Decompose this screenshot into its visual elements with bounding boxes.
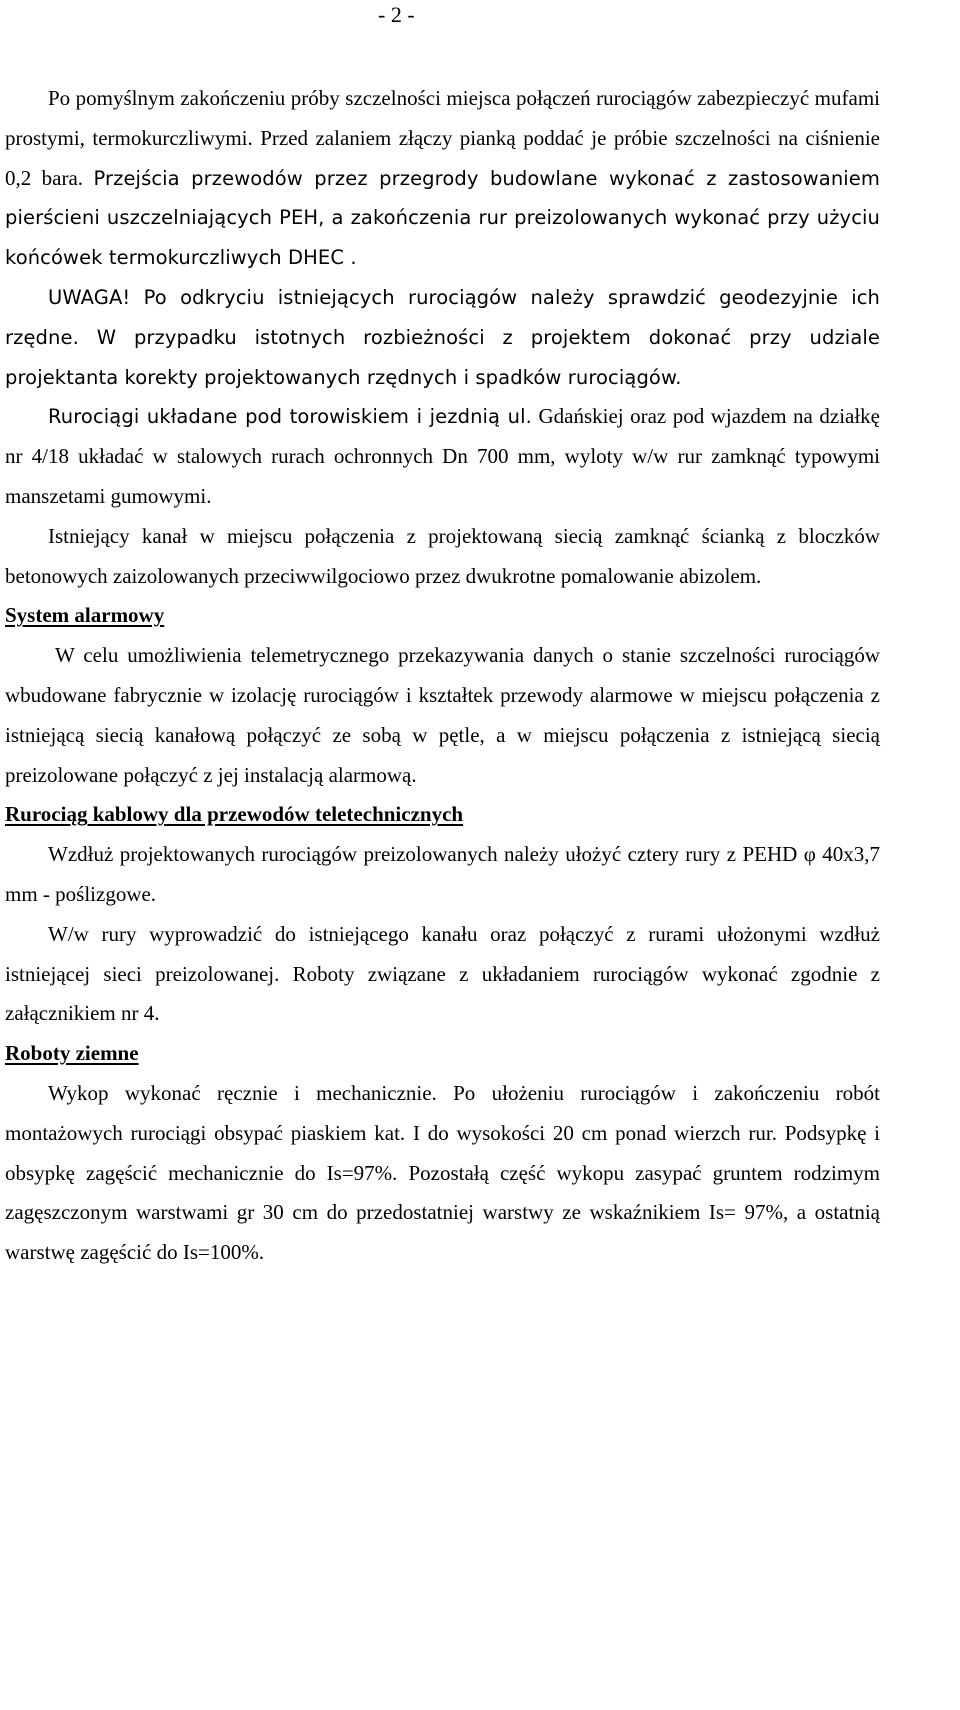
heading-alarm-system: System alarmowy [5, 603, 165, 628]
paragraph-joints-text: Po pomyślnym zakończeniu próby szczelności miejsca połączeń rurociągów zabezpieczyć mufami prostymi, termokurczliwymi. Przed zalaniem złączy pianką poddać je próbie szczelności na ciśnienie 0,2 bara. [5, 86, 880, 190]
paragraph-passages-text: Przejścia przewodów przez przegrody budowlane wykonać z zastosowaniem pierścieni uszczelniających PEH, a zakończenia rur preizolowanych wykonać przy użyciu końcówek termokurczliwych DHEC . [5, 166, 881, 270]
document-body [5, 79, 880, 1273]
paragraph-cable-pipes: Wzdłuż projektowanych rurociągów preizolowanych należy ułożyć cztery rury z PEHD φ 40x3,7 mm - poślizgowe. [5, 842, 880, 906]
paragraph-earthworks: Wykop wykonać ręcznie i mechanicznie. Po ułożeniu rurociągów i zakończeniu robót montażowych rurociągi obsypać piaskiem kat. I do wysokości 20 cm ponad wierzch rur. Podsypkę i obsypkę zagęścić mechanicznie do Is=97%. Pozostałą część wykopu zasypać gruntem rodzimym zagęszczonym warstwami gr 30 cm do przedostatniej warstwy ze wskaźnikiem Is= 97%, a ostatnią warstwę zagęścić do Is=100%. [5, 1080, 880, 1265]
page-number: - 2 - [378, 2, 415, 27]
paragraph-existing-channel: Istniejący kanał w miejscu połączenia z projektowaną siecią zamknąć ścianką z bloczków betonowych zaizolowanych przeciwwilgociowo przez dwukrotne pomalowanie abizolem. [5, 523, 880, 588]
heading-earthworks: Roboty ziemne [5, 1041, 139, 1066]
paragraph-crossings-text: Gdańskiej oraz pod wjazdem na działkę nr 4/18 układać w stalowych rurach ochronnych Dn 700 mm, wyloty w/w rur zamknąć typowymi manszetami gumowymi. [5, 404, 880, 508]
paragraph-crossings-lead: Rurociągi układane pod torowiskiem i jezdnią ul. [48, 405, 532, 429]
paragraph-alarm-system: W celu umożliwienia telemetrycznego przekazywania danych o stanie szczelności rurociągów wbudowane fabrycznie w izolację rurociągów i kształtek przewody alarmowe w miejscu połączenia z istniejącą siecią kanałową połączyć ze sobą w pętle, a w miejscu połączenia z istniejącą siecią preizolowane połączyć z jej instalacją alarmową. [5, 643, 880, 787]
paragraph-warning: UWAGA! Po odkryciu istniejących rurociągów należy sprawdzić geodezyjnie ich rzędne. W przypadku istotnych rozbieżności z projektem dokonać przy udziale projektanta korekty projektowanych rzędnych i spadków rurociągów. [5, 285, 880, 389]
paragraph-crossings [5, 397, 880, 516]
heading-cable-duct: Rurociąg kablowy dla przewodów teletechnicznych [5, 802, 464, 827]
paragraph-cable-connection: W/w rury wyprowadzić do istniejącego kanału oraz połączyć z rurami ułożonymi wzdłuż istniejącej sieci preizolowanej. Roboty związane z układaniem rurociągów wykonać zgodnie z załącznikiem nr 4. [5, 921, 880, 1026]
paragraph-joints [5, 79, 880, 278]
